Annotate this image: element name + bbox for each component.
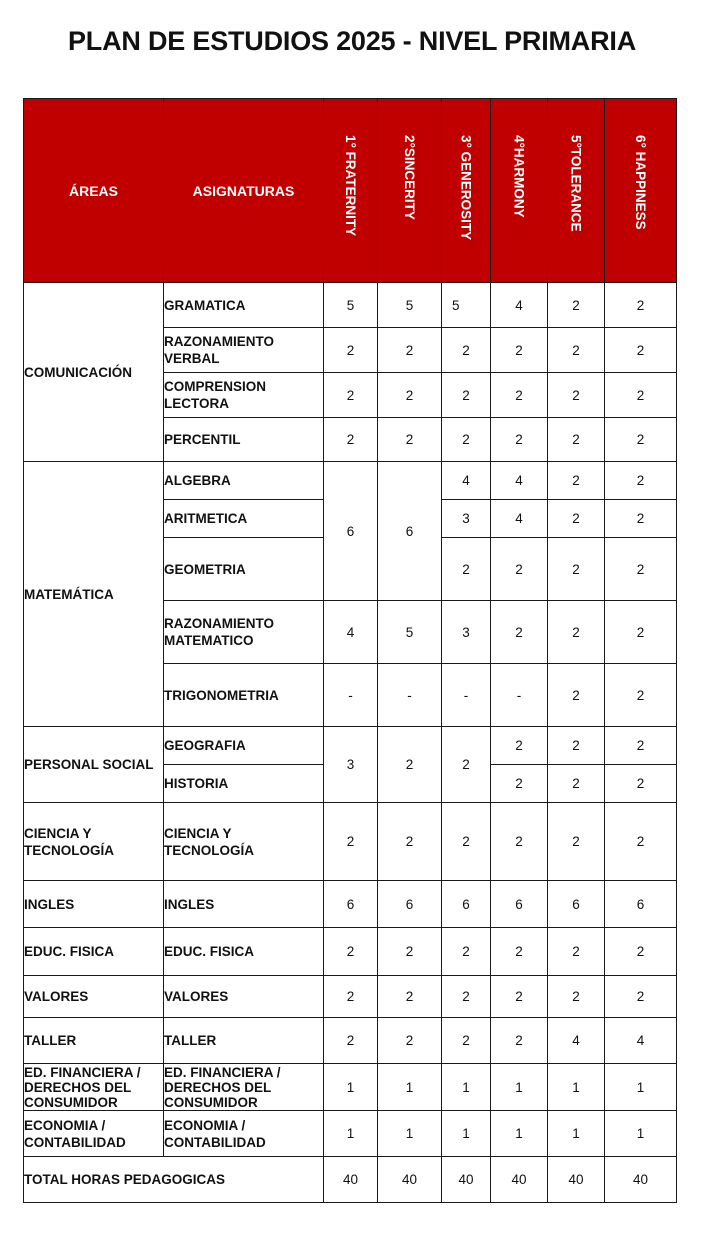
area-educ-fisica: EDUC. FISICA [24, 928, 164, 976]
hours-cell: 2 [548, 976, 605, 1018]
subject-historia: HISTORIA [164, 765, 324, 803]
hours-cell: 2 [378, 328, 442, 373]
hours-cell: 1 [442, 1111, 491, 1157]
hours-cell: - [491, 664, 548, 727]
hours-cell: 2 [491, 928, 548, 976]
hours-cell: 2 [605, 803, 677, 881]
area-ed-financiera: ED. FINANCIERA / DERECHOS DEL CONSUMIDOR [24, 1064, 164, 1111]
hours-cell: 2 [605, 283, 677, 328]
grade-6-label: 6° HAPPINESS [633, 135, 648, 230]
hours-cell: 2 [605, 976, 677, 1018]
hours-cell: 2 [324, 976, 378, 1018]
hours-cell: 4 [442, 462, 491, 500]
hours-cell: 2 [378, 373, 442, 418]
subject-taller: TALLER [164, 1018, 324, 1064]
hours-cell: 2 [442, 803, 491, 881]
hours-cell: 2 [491, 727, 548, 765]
hours-cell: 2 [442, 928, 491, 976]
area-ciencia: CIENCIA Y TECNOLOGÍA [24, 803, 164, 881]
total-cell: 40 [442, 1157, 491, 1203]
subject-gramatica: GRAMATICA [164, 283, 324, 328]
hours-cell-merged: 2 [378, 727, 442, 803]
header-asignaturas: ASIGNATURAS [164, 99, 324, 283]
header-areas: ÁREAS [24, 99, 164, 283]
hours-cell: 2 [324, 928, 378, 976]
hours-cell: 2 [442, 1018, 491, 1064]
hours-cell: 2 [491, 601, 548, 664]
hours-cell: 4 [605, 1018, 677, 1064]
hours-cell: 2 [548, 538, 605, 601]
table-row [24, 928, 677, 976]
hours-cell: - [324, 664, 378, 727]
hours-cell-merged: 2 [442, 727, 491, 803]
total-cell: 40 [378, 1157, 442, 1203]
hours-cell: 2 [605, 538, 677, 601]
hours-cell: 2 [548, 500, 605, 538]
header-grade-4 [491, 99, 548, 283]
total-row [24, 1157, 677, 1203]
subject-comprension-lectora: COMPRENSION LECTORA [164, 373, 324, 418]
hours-cell: 2 [548, 928, 605, 976]
hours-cell: 3 [442, 500, 491, 538]
hours-cell-merged: 6 [378, 462, 442, 601]
grade-3-label: 3° GENEROSITY [458, 135, 474, 241]
header-grade-6 [605, 99, 677, 283]
hours-cell: 4 [548, 1018, 605, 1064]
hours-cell: 2 [605, 601, 677, 664]
hours-cell: 4 [324, 601, 378, 664]
hours-cell: 4 [491, 462, 548, 500]
table-row [24, 881, 677, 928]
subject-aritmetica: ARITMETICA [164, 500, 324, 538]
hours-cell: 2 [378, 1018, 442, 1064]
grade-1-label: 1° FRATERNITY [343, 135, 358, 237]
hours-cell: 1 [548, 1111, 605, 1157]
total-cell: 40 [548, 1157, 605, 1203]
hours-cell: 2 [548, 664, 605, 727]
hours-cell: 2 [378, 928, 442, 976]
subject-algebra: ALGEBRA [164, 462, 324, 500]
hours-cell: 2 [548, 601, 605, 664]
hours-cell: 2 [605, 462, 677, 500]
header-grade-5 [548, 99, 605, 283]
hours-cell: 1 [605, 1064, 677, 1111]
hours-cell: 2 [442, 538, 491, 601]
grade-2-label: 2°SINCERITY [402, 135, 417, 220]
area-economia: ECONOMIA / CONTABILIDAD [24, 1111, 164, 1157]
hours-cell: 2 [324, 803, 378, 881]
subject-ciencia: CIENCIA Y TECNOLOGÍA [164, 803, 324, 881]
hours-cell: 2 [378, 976, 442, 1018]
hours-cell: 4 [491, 500, 548, 538]
hours-cell: 2 [491, 1018, 548, 1064]
hours-cell: 5 [378, 283, 442, 328]
hours-cell: 2 [605, 418, 677, 462]
hours-cell: 2 [548, 727, 605, 765]
hours-cell: 6 [378, 881, 442, 928]
subject-geografia: GEOGRAFIA [164, 727, 324, 765]
table-row [24, 1018, 677, 1064]
hours-cell: 2 [548, 462, 605, 500]
subject-ed-financiera: ED. FINANCIERA / DERECHOS DEL CONSUMIDOR [164, 1064, 324, 1111]
total-cell: 40 [605, 1157, 677, 1203]
area-taller: TALLER [24, 1018, 164, 1064]
hours-cell: 5 [378, 601, 442, 664]
hours-cell: 2 [605, 500, 677, 538]
hours-cell: 1 [605, 1111, 677, 1157]
hours-cell: - [378, 664, 442, 727]
subject-economia: ECONOMIA / CONTABILIDAD [164, 1111, 324, 1157]
hours-cell: 2 [548, 373, 605, 418]
hours-cell: 3 [442, 601, 491, 664]
hours-cell: 1 [378, 1111, 442, 1157]
total-cell: 40 [324, 1157, 378, 1203]
hours-cell: 2 [324, 1018, 378, 1064]
page-title: PLAN DE ESTUDIOS 2025 - NIVEL PRIMARIA [67, 26, 636, 56]
hours-cell: 2 [491, 418, 548, 462]
hours-cell: 2 [491, 803, 548, 881]
table-row [24, 462, 677, 500]
grade-5-label: 5°TOLERANCE [568, 135, 584, 232]
area-comunicacion: COMUNICACIÓN [24, 283, 164, 462]
grade-4-label: 4°HARMONY [511, 135, 527, 218]
hours-cell: 2 [378, 418, 442, 462]
hours-cell: 6 [548, 881, 605, 928]
hours-cell: 1 [491, 1111, 548, 1157]
hours-cell: 5 [442, 283, 491, 328]
hours-cell: 2 [548, 765, 605, 803]
hours-cell: 2 [605, 727, 677, 765]
hours-cell: 2 [605, 664, 677, 727]
subject-geometria: GEOMETRIA [164, 538, 324, 601]
area-matematica: MATEMÁTICA [24, 462, 164, 727]
hours-cell: 2 [491, 328, 548, 373]
hours-cell: 2 [605, 765, 677, 803]
header-row [24, 99, 677, 283]
hours-cell: 2 [491, 373, 548, 418]
table-row [24, 976, 677, 1018]
hours-cell: 1 [442, 1064, 491, 1111]
hours-cell: 1 [378, 1064, 442, 1111]
subject-trigonometria: TRIGONOMETRIA [164, 664, 324, 727]
hours-cell: 2 [548, 328, 605, 373]
subject-educ-fisica: EDUC. FISICA [164, 928, 324, 976]
table-row [24, 1111, 677, 1157]
table-row [24, 1064, 677, 1111]
hours-cell: 2 [378, 803, 442, 881]
hours-cell: 1 [491, 1064, 548, 1111]
subject-razonamiento-verbal: RAZONAMIENTO VERBAL [164, 328, 324, 373]
table-row [24, 283, 677, 328]
hours-cell: 2 [548, 803, 605, 881]
hours-cell-merged: 3 [324, 727, 378, 803]
hours-cell: 2 [491, 538, 548, 601]
hours-cell: 1 [548, 1064, 605, 1111]
hours-cell: 2 [491, 765, 548, 803]
hours-cell: 1 [324, 1064, 378, 1111]
hours-cell: 5 [324, 283, 378, 328]
hours-cell: 1 [324, 1111, 378, 1157]
hours-cell: 2 [324, 418, 378, 462]
area-valores: VALORES [24, 976, 164, 1018]
header-grade-2 [378, 99, 442, 283]
study-plan-table [23, 98, 677, 1203]
table-row [24, 803, 677, 881]
hours-cell: 2 [442, 373, 491, 418]
subject-ingles: INGLES [164, 881, 324, 928]
hours-cell: - [442, 664, 491, 727]
hours-cell: 2 [548, 283, 605, 328]
subject-valores: VALORES [164, 976, 324, 1018]
total-label: TOTAL HORAS PEDAGOGICAS [24, 1157, 324, 1203]
hours-cell: 6 [324, 881, 378, 928]
hours-cell: 4 [491, 283, 548, 328]
hours-cell: 6 [442, 881, 491, 928]
table-row [24, 727, 677, 765]
hours-cell: 2 [605, 928, 677, 976]
hours-cell: 6 [491, 881, 548, 928]
hours-cell: 2 [442, 328, 491, 373]
hours-cell: 2 [491, 976, 548, 1018]
hours-cell-merged: 6 [324, 462, 378, 601]
hours-cell: 2 [605, 373, 677, 418]
hours-cell: 2 [548, 418, 605, 462]
hours-cell: 6 [605, 881, 677, 928]
subject-percentil: PERCENTIL [164, 418, 324, 462]
subject-razonamiento-matematico: RAZONAMIENTO MATEMATICO [164, 601, 324, 664]
hours-cell: 2 [605, 328, 677, 373]
header-grade-1 [324, 99, 378, 283]
hours-cell: 2 [442, 976, 491, 1018]
area-personal-social: PERSONAL SOCIAL [24, 727, 164, 803]
header-grade-3 [442, 99, 491, 283]
total-cell: 40 [491, 1157, 548, 1203]
hours-cell: 2 [442, 418, 491, 462]
hours-cell: 2 [324, 328, 378, 373]
area-ingles: INGLES [24, 881, 164, 928]
hours-cell: 2 [324, 373, 378, 418]
